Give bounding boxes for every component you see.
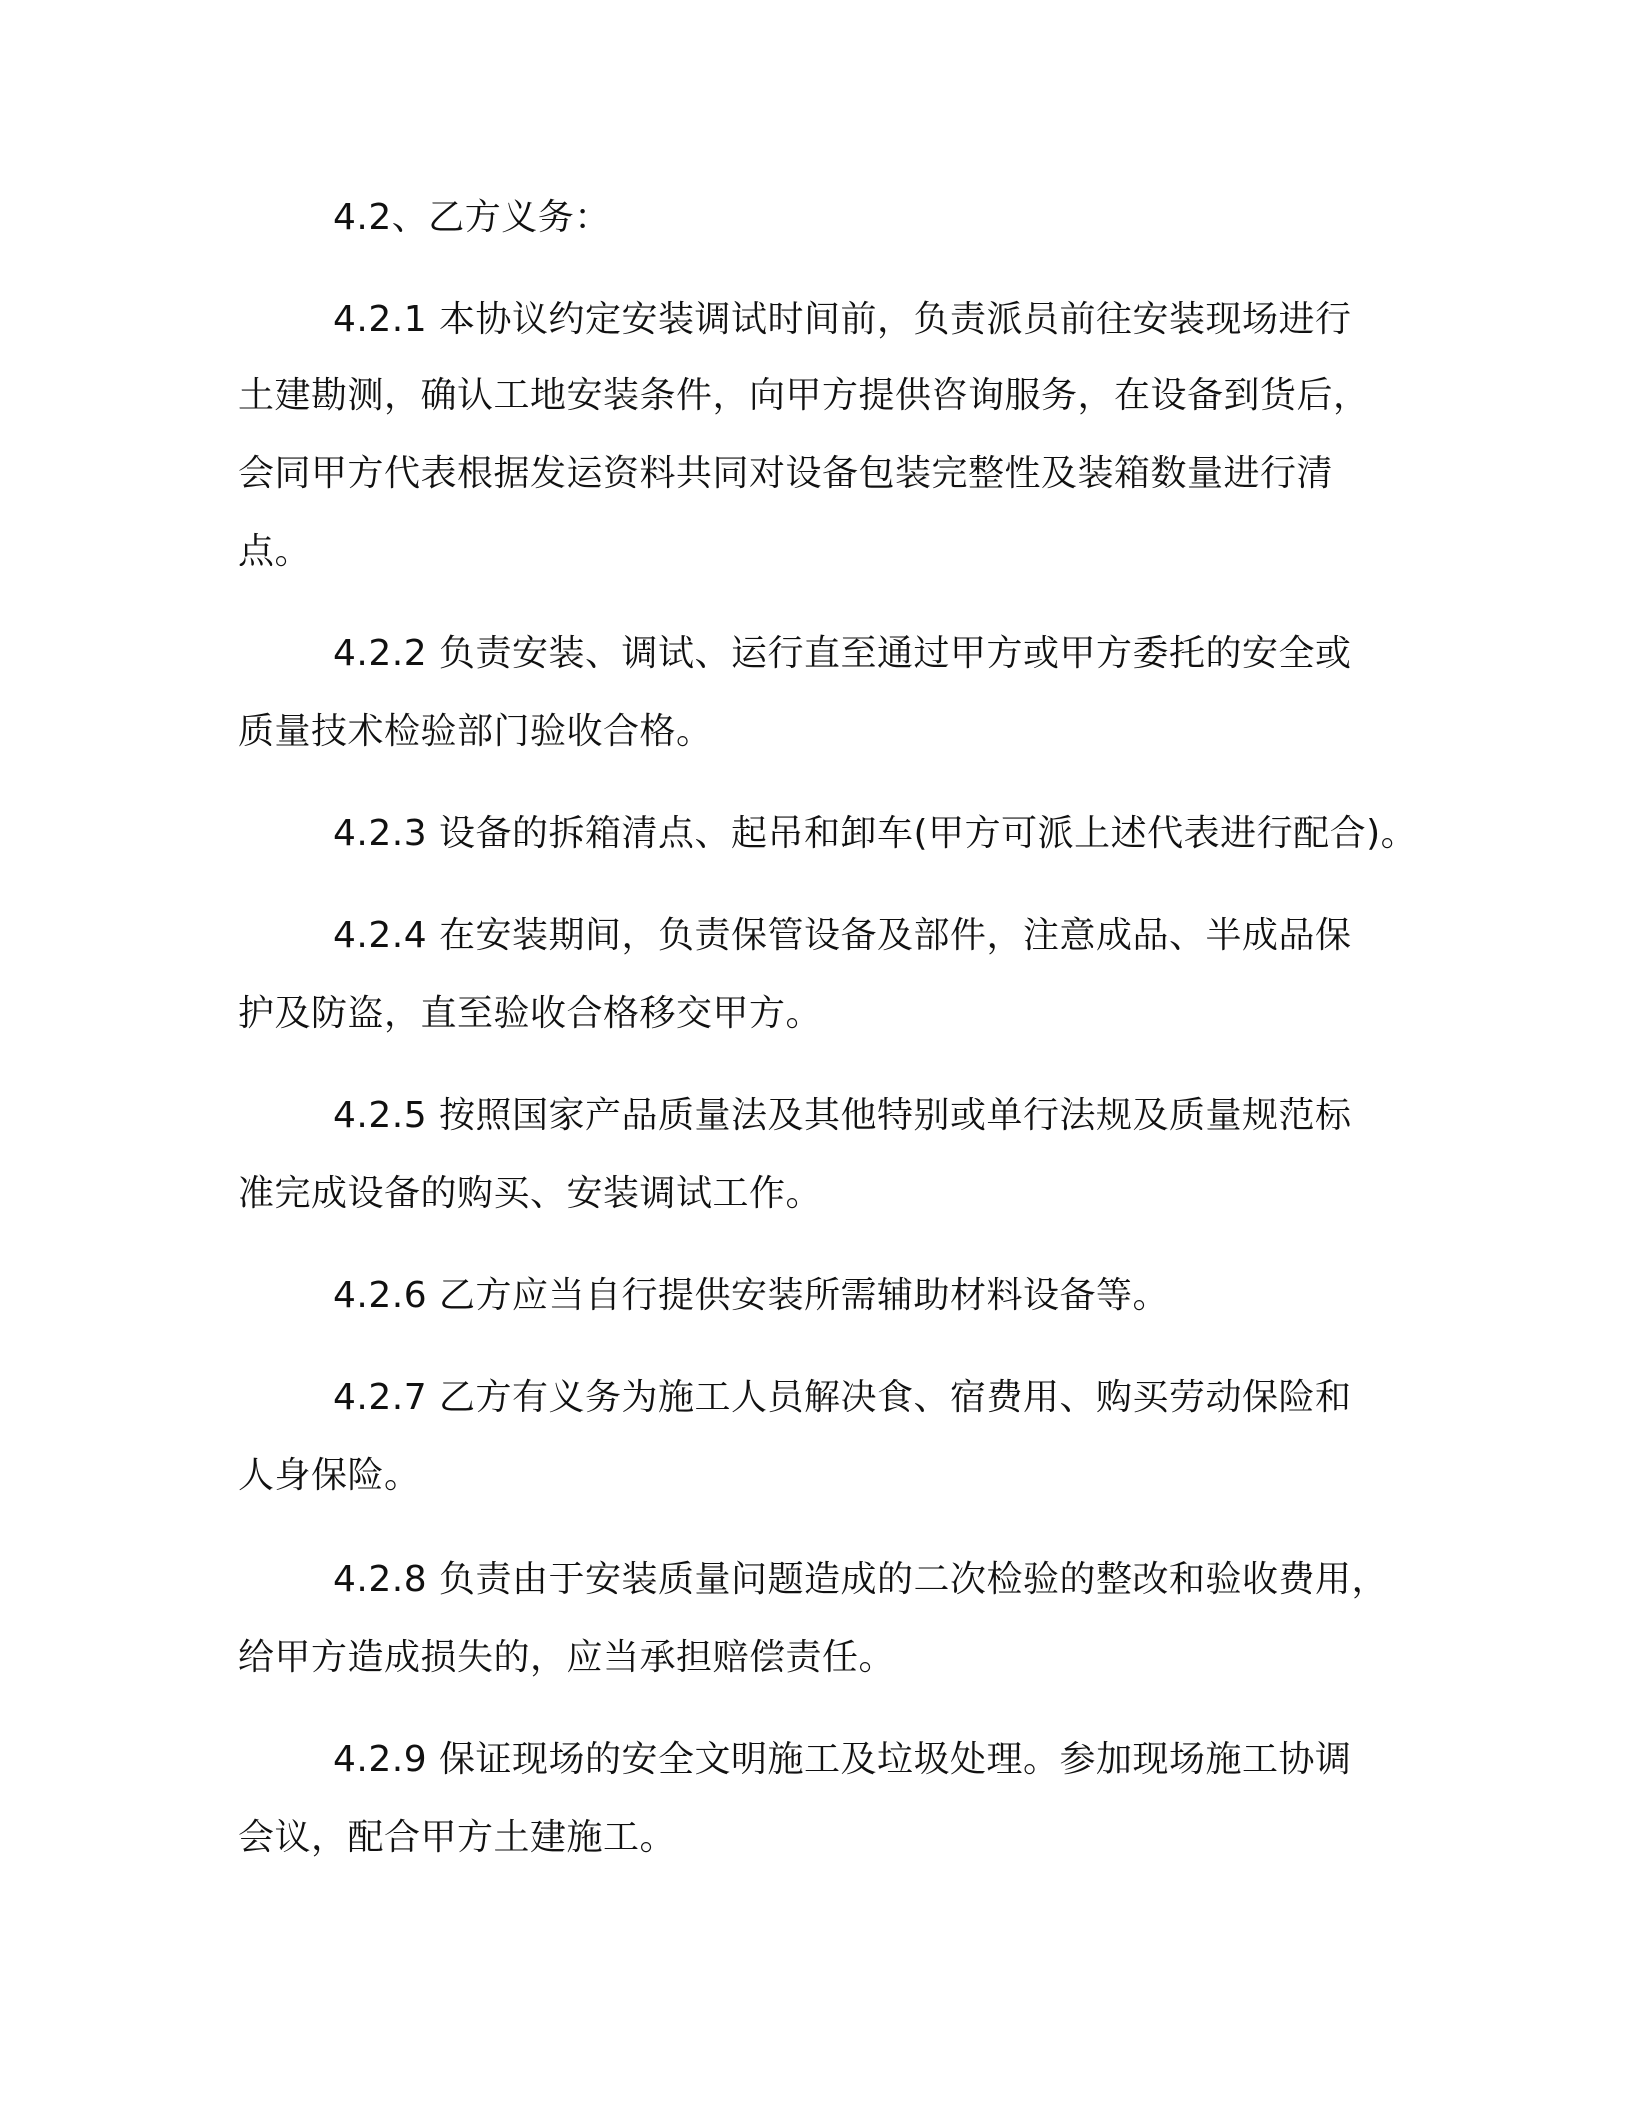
clause-line: 质量技术检验部门验收合格。: [238, 711, 713, 752]
section-heading: 4.2、乙方义务：: [333, 197, 611, 238]
clause-line: 护及防盗，直至验收合格移交甲方。: [238, 993, 823, 1034]
clause-line: 人身保险。: [238, 1455, 421, 1496]
clause-line: 4.2.6 乙方应当自行提供安装所需辅助材料设备等。: [333, 1275, 1170, 1316]
clause-line: 给甲方造成损失的，应当承担赔偿责任。: [238, 1637, 896, 1678]
clause-line: 土建勘测，确认工地安装条件，向甲方提供咨询服务，在设备到货后，: [238, 375, 1370, 416]
clause-line: 4.2.2 负责安装、调试、运行直至通过甲方或甲方委托的安全或: [333, 633, 1352, 674]
clause-line: 4.2.4 在安装期间，负责保管设备及部件，注意成品、半成品保: [333, 915, 1352, 956]
clause-line: 4.2.7 乙方有义务为施工人员解决食、宿费用、购买劳动保险和: [333, 1377, 1352, 1418]
clause-line: 4.2.9 保证现场的安全文明施工及垃圾处理。参加现场施工协调: [333, 1739, 1352, 1780]
clause-line: 4.2.8 负责由于安装质量问题造成的二次检验的整改和验收费用，: [333, 1559, 1389, 1600]
clause-line: 准完成设备的购买、安装调试工作。: [238, 1173, 823, 1214]
clause-line: 4.2.3 设备的拆箱清点、起吊和卸车(甲方可派上述代表进行配合)。: [333, 813, 1418, 854]
clause-line: 4.2.1 本协议约定安装调试时间前，负责派员前往安装现场进行: [333, 299, 1352, 340]
clause-line: 会同甲方代表根据发运资料共同对设备包装完整性及装箱数量进行清: [238, 453, 1334, 494]
clause-line: 点。: [238, 531, 312, 572]
clause-line: 4.2.5 按照国家产品质量法及其他特别或单行法规及质量规范标: [333, 1095, 1352, 1136]
clause-line: 会议，配合甲方土建施工。: [238, 1817, 677, 1858]
